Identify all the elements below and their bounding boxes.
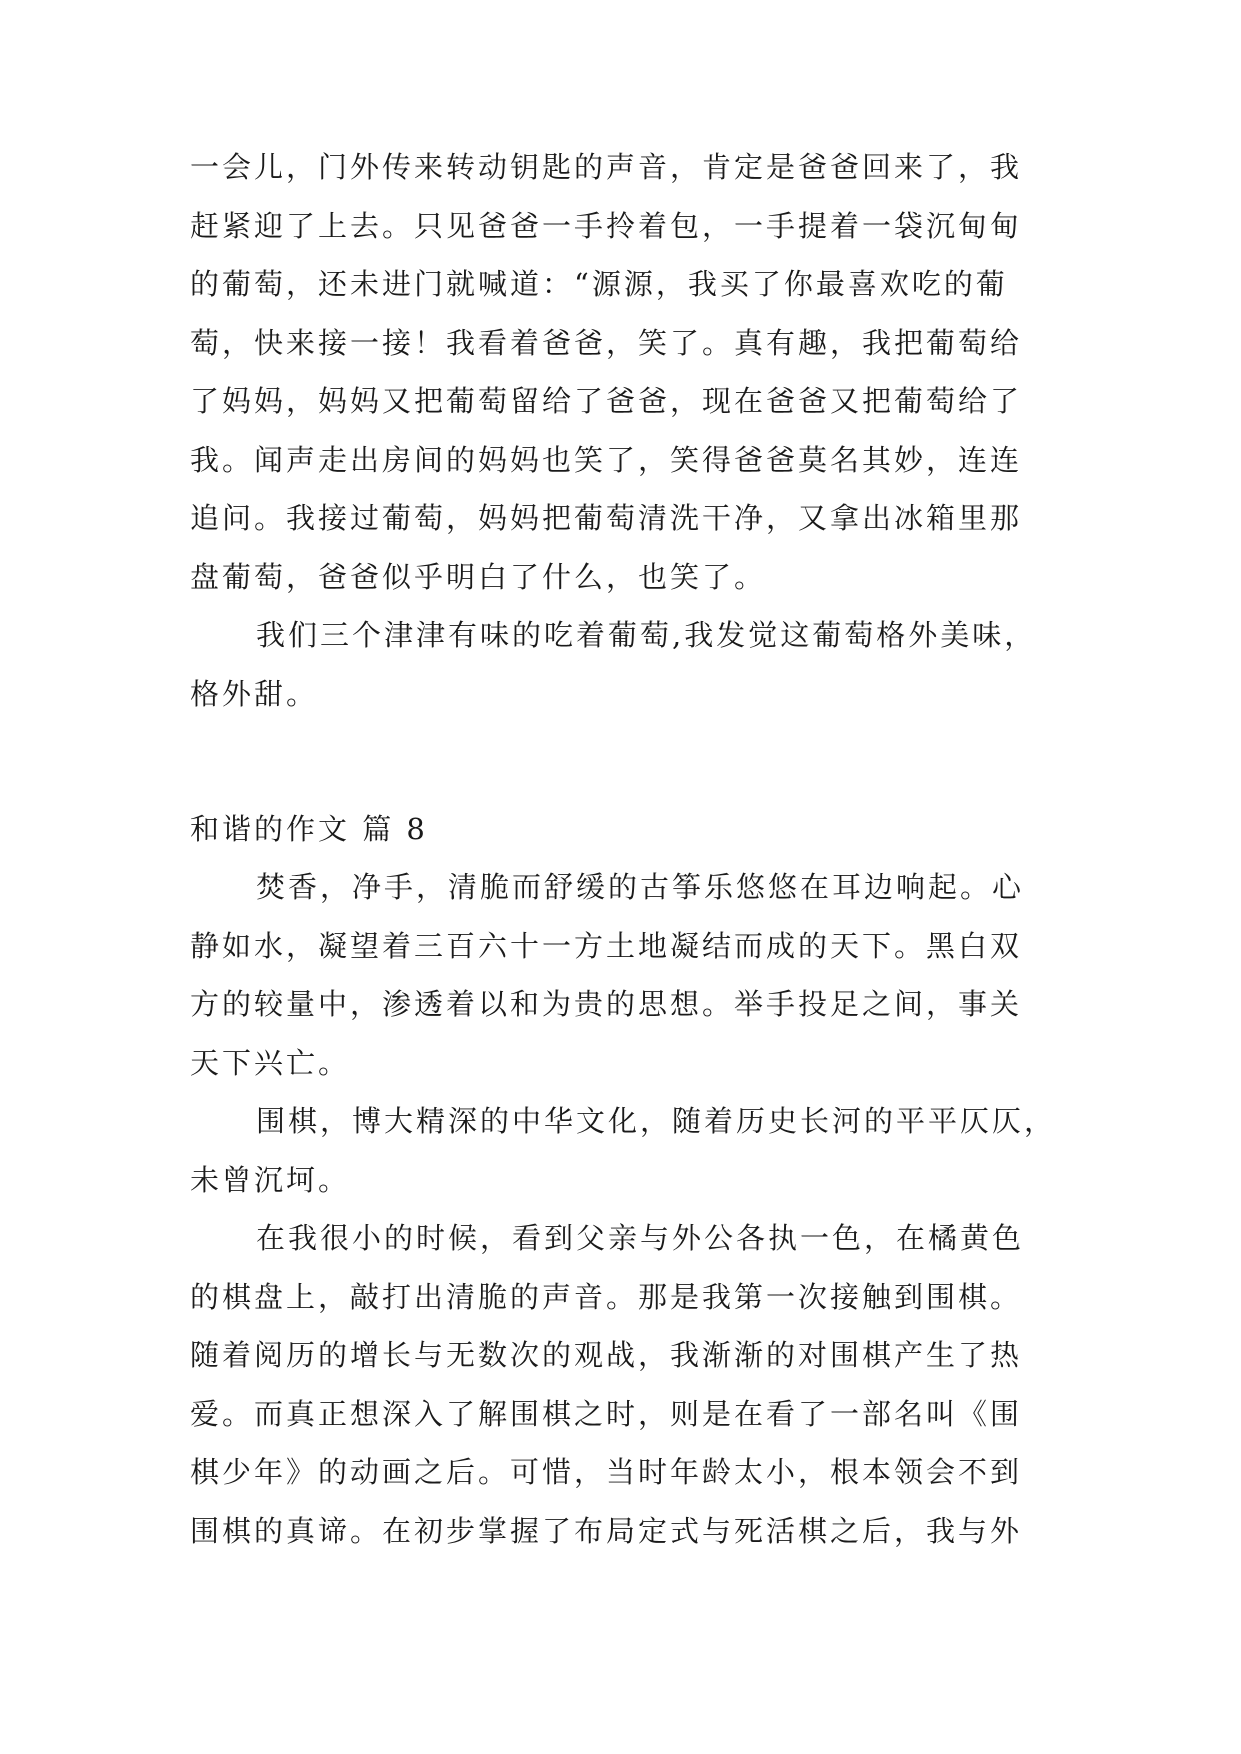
text-line: 焚香，净手，清脆而舒缓的古筝乐悠悠在耳边响起。心 (256, 870, 1025, 904)
text-line: 爱。而真正想深入了解围棋之时，则是在看了一部名叫《围 (190, 1396, 1023, 1431)
text-line: 在我很小的时候，看到父亲与外公各执一色，在橘黄色 (256, 1221, 1025, 1255)
text-line: 静如水，凝望着三百六十一方土地凝结而成的天下。黑白双 (190, 928, 1023, 963)
paragraph (190, 606, 1070, 723)
text-line: 未曾沉坷。 (190, 1162, 351, 1197)
paragraph (190, 858, 1070, 1092)
paragraph (190, 1092, 1070, 1209)
text-line: 格外甜。 (190, 676, 319, 711)
text-line: 棋少年》的动画之后。可惜，当时年龄太小，根本领会不到 (190, 1455, 1023, 1489)
prev-section-body (190, 138, 1070, 723)
text-line: 方的较量中，渗透着以和为贵的思想。举手投足之间，事关 (190, 987, 1023, 1021)
text-line: 了妈妈，妈妈又把葡萄留给了爸爸，现在爸爸又把葡萄给了 (190, 384, 1023, 418)
text-line: 随着阅历的增长与无数次的观战，我渐渐的对围棋产生了热 (190, 1338, 1023, 1372)
text-line: 的葡萄，还未进门就喊道：“源源，我买了你最喜欢吃的葡 (190, 267, 1008, 301)
section-heading: 和谐的作文 篇 8 (190, 812, 428, 846)
text-line: 我。闻声走出房间的妈妈也笑了，笑得爸爸莫名其妙，连连 (190, 442, 1023, 477)
section-body (190, 858, 1070, 1560)
paragraph (190, 1209, 1070, 1560)
paragraph (190, 138, 1070, 606)
text-line: 追问。我接过葡萄，妈妈把葡萄清洗干净，又拿出冰箱里那 (190, 501, 1023, 535)
text-line: 一会儿，门外传来转动钥匙的声音，肯定是爸爸回来了，我 (190, 150, 1023, 184)
text-line: 我们三个津津有味的吃着葡萄,我发觉这葡萄格外美味， (256, 618, 1037, 652)
text-line: 萄，快来接一接！我看着爸爸，笑了。真有趣，我把葡萄给 (190, 325, 1023, 360)
text-line: 围棋，博大精深的中华文化，随着历史长河的平平仄仄， (256, 1104, 1057, 1138)
text-line: 赶紧迎了上去。只见爸爸一手拎着包，一手提着一袋沉甸甸 (190, 208, 1023, 243)
text-line: 的棋盘上，敲打出清脆的声音。那是我第一次接触到围棋。 (190, 1279, 1023, 1314)
text-line: 天下兴亡。 (190, 1045, 351, 1080)
text-line: 围棋的真谛。在初步掌握了布局定式与死活棋之后，我与外 (190, 1513, 1023, 1548)
text-line: 盘葡萄，爸爸似乎明白了什么，也笑了。 (190, 559, 767, 594)
